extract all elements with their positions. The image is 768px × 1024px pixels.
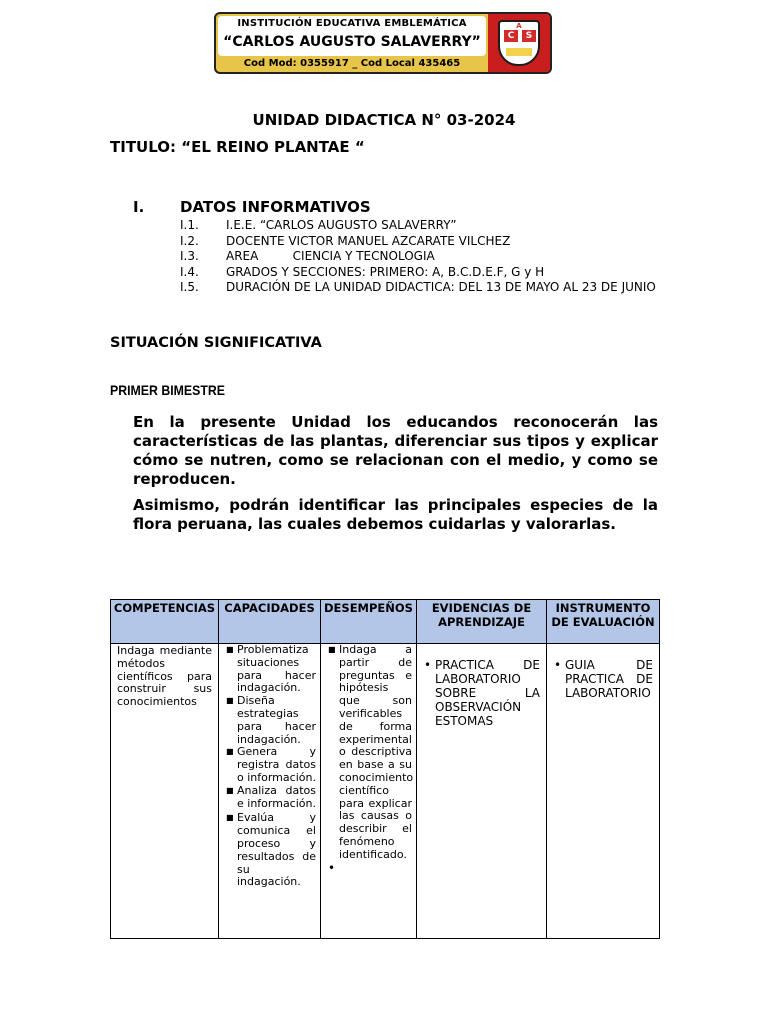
- cell-evidencias: [417, 644, 547, 939]
- school-codes: Cod Mod: 0355917 _ Cod Local 435465: [243, 58, 461, 69]
- info-item-text: AREA CIENCIA Y TECNOLOGIA: [226, 249, 435, 263]
- list-item: ■ Genera y registra datos o información.: [237, 746, 316, 784]
- section-number: I.: [133, 198, 145, 216]
- cell-capacidades: [219, 644, 321, 939]
- paragraph: En la presente Unidad los educandos reconocerán las características de las plantas, diferenciar sus tipos y explicar cómo se nutren, como se relacionan con el medio, y como se reproducen.: [133, 413, 658, 488]
- logo-letter-a: A: [516, 22, 522, 30]
- situacion-heading: SITUACIÓN SIGNIFICATIVA: [110, 335, 322, 351]
- info-item-text: DOCENTE VICTOR MANUEL AZCARATE VILCHEZ: [226, 234, 511, 248]
- header-desempenos: DESEMPEÑOS: [321, 600, 417, 644]
- list-item: ■ Analiza datos e información.: [237, 785, 316, 811]
- header-competencias: COMPETENCIAS: [111, 600, 219, 644]
- table-header-row: [111, 600, 660, 644]
- info-item-text: I.E.E. “CARLOS AUGUSTO SALAVERRY”: [226, 218, 457, 232]
- info-item-num: I.4.: [180, 265, 199, 279]
- document-title: TITULO: “EL REINO PLANTAE “: [110, 138, 365, 156]
- header-instrumento: INSTRUMENTO DE EVALUACIÓN: [547, 600, 660, 644]
- list-item: [339, 862, 412, 875]
- bimestre-label: PRIMER BIMESTRE: [110, 382, 226, 398]
- cell-desempenos: [321, 644, 417, 939]
- info-item-text: DURACIÓN DE LA UNIDAD DIDACTICA: DEL 13 DE MAYO AL 23 DE JUNIO: [226, 280, 656, 294]
- desempenos-list: [321, 644, 416, 862]
- instrumento-list: [547, 658, 659, 700]
- header-capacidades: CAPACIDADES: [219, 600, 321, 644]
- capacidades-list: [219, 644, 320, 889]
- logo-shield-icon: [498, 20, 540, 66]
- school-logo: [488, 14, 552, 72]
- list-item: ■ Problematiza situaciones para hacer indagación.: [237, 644, 316, 695]
- paragraph: Asimismo, podrán identificar las principales especies de la flora peruana, las cuales debemos cuidarlas y valorarlas.: [133, 496, 658, 533]
- school-name: “CARLOS AUGUSTO SALAVERRY”: [223, 34, 481, 50]
- school-banner: [214, 12, 552, 74]
- info-item-num: I.1.: [180, 218, 199, 232]
- list-item: ■ Indaga a partir de preguntas e hipótesis que son verificables de forma experimental o descriptiva en base a su conocimiento científico para explicar las causas o describir el fenómeno identificado.: [339, 644, 412, 862]
- institution-label: INSTITUCIÓN EDUCATIVA EMBLEMÁTICA: [237, 18, 467, 29]
- cell-instrumento: [547, 644, 660, 939]
- logo-letter-c: C: [504, 30, 518, 42]
- desempenos-empty-list: [321, 862, 416, 875]
- list-item: • PRACTICA DE LABORATORIO SOBRE LA OBSERVACIÓN ESTOMAS: [435, 658, 540, 728]
- cell-competencia: [111, 644, 219, 939]
- logo-band: [506, 48, 532, 56]
- evidencias-list: [417, 658, 546, 728]
- header-evidencias: EVIDENCIAS DE APRENDIZAJE: [417, 600, 547, 644]
- logo-letter-s: S: [522, 30, 536, 42]
- competencies-table: [110, 599, 660, 939]
- unit-title: UNIDAD DIDACTICA N° 03-2024: [252, 111, 516, 129]
- table-row: [111, 644, 660, 939]
- list-item: ■ Evalúa y comunica el proceso y resultados de su indagación.: [237, 812, 316, 889]
- list-item: • GUIA DE PRACTICA DE LABORATORIO: [565, 658, 653, 700]
- section-heading: DATOS INFORMATIVOS: [180, 198, 371, 216]
- info-item-num: I.2.: [180, 234, 199, 248]
- list-item: ■ Diseña estrategias para hacer indagación.: [237, 695, 316, 746]
- info-item-num: I.5.: [180, 280, 199, 294]
- info-item-num: I.3.: [180, 249, 199, 263]
- competencia-text: Indaga mediante métodos científicos para construir sus conocimientos: [117, 644, 212, 709]
- info-item-text: GRADOS Y SECCIONES: PRIMERO: A, B.C.D.E.F, G y H: [226, 265, 545, 279]
